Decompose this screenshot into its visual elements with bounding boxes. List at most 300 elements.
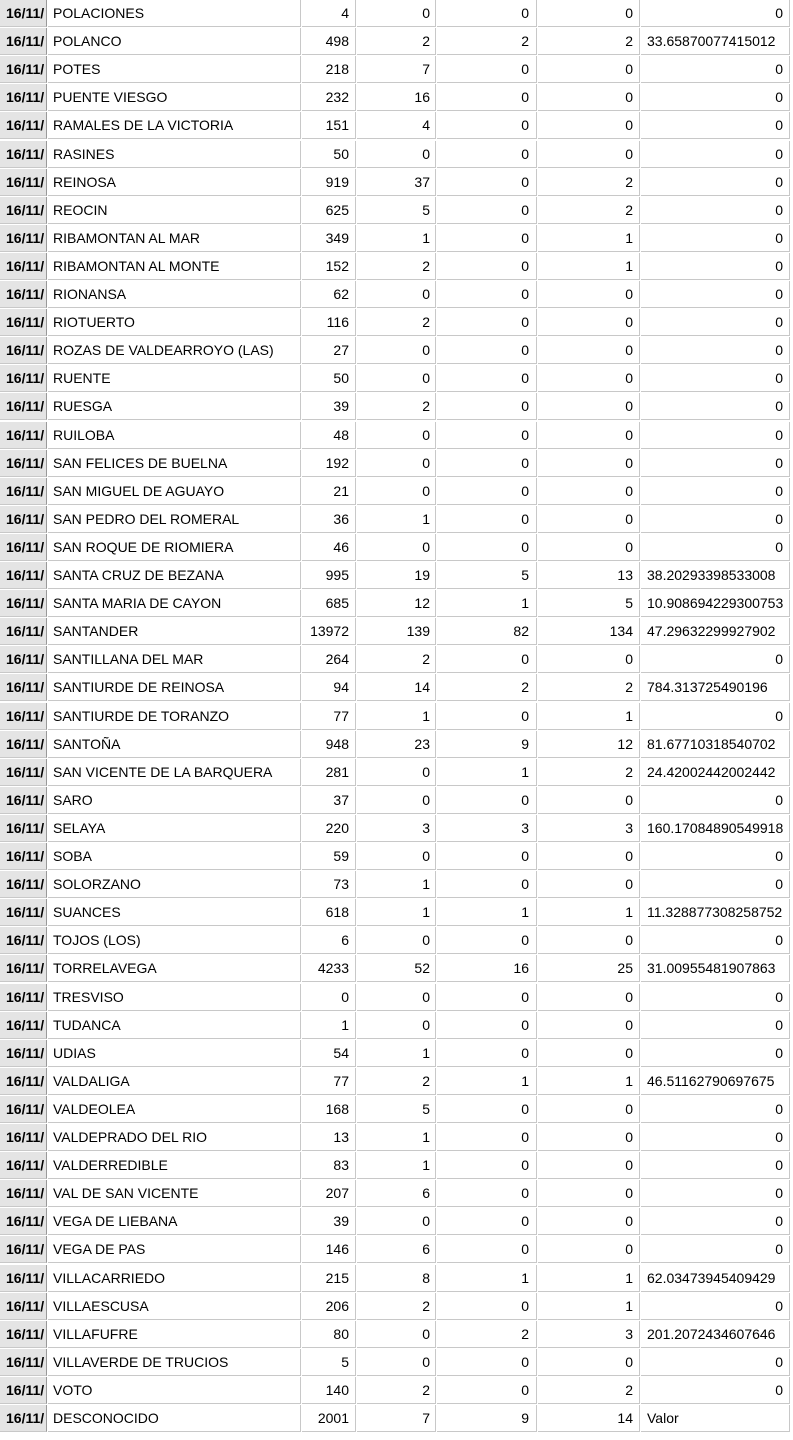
cell-value-2[interactable]: 14 <box>357 674 436 701</box>
cell-value-1[interactable]: 0 <box>302 984 356 1011</box>
cell-value-3[interactable]: 0 <box>437 787 537 814</box>
cell-municipality[interactable]: SOBA <box>48 843 301 870</box>
cell-value-4[interactable]: 0 <box>538 1124 640 1151</box>
cell-value-2[interactable]: 1 <box>357 1152 436 1179</box>
cell-value-3[interactable]: 82 <box>437 618 537 645</box>
cell-value-2[interactable]: 2 <box>357 1293 436 1320</box>
cell-value-4[interactable]: 0 <box>538 1040 640 1067</box>
cell-value-3[interactable]: 0 <box>437 1236 537 1263</box>
cell-value-4[interactable]: 0 <box>538 1236 640 1263</box>
cell-value-1[interactable]: 50 <box>302 141 356 168</box>
cell-value-1[interactable]: 77 <box>302 1068 356 1095</box>
cell-value-5[interactable]: Valor <box>641 1405 790 1432</box>
cell-value-1[interactable]: 207 <box>302 1180 356 1207</box>
cell-value-1[interactable]: 77 <box>302 703 356 730</box>
cell-value-4[interactable]: 0 <box>538 1096 640 1123</box>
cell-value-5[interactable]: 0 <box>641 1293 790 1320</box>
cell-municipality[interactable]: VAL DE SAN VICENTE <box>48 1180 301 1207</box>
cell-value-5[interactable]: 24.42002442002442 <box>641 759 790 786</box>
cell-value-3[interactable]: 0 <box>437 478 537 505</box>
row-header-date[interactable]: 16/11/ <box>0 337 47 364</box>
row-header-date[interactable]: 16/11/ <box>0 674 47 701</box>
cell-municipality[interactable]: RUENTE <box>48 365 301 392</box>
cell-value-1[interactable]: 618 <box>302 899 356 926</box>
cell-value-1[interactable]: 206 <box>302 1293 356 1320</box>
cell-municipality[interactable]: SAN PEDRO DEL ROMERAL <box>48 506 301 533</box>
cell-value-5[interactable]: 0 <box>641 112 790 139</box>
cell-municipality[interactable]: DESCONOCIDO <box>48 1405 301 1432</box>
cell-value-2[interactable]: 0 <box>357 1321 436 1348</box>
cell-municipality[interactable]: VEGA DE PAS <box>48 1236 301 1263</box>
cell-value-2[interactable]: 0 <box>357 534 436 561</box>
cell-value-5[interactable]: 0 <box>641 253 790 280</box>
cell-value-2[interactable]: 0 <box>357 759 436 786</box>
cell-municipality[interactable]: SELAYA <box>48 815 301 842</box>
cell-value-3[interactable]: 3 <box>437 815 537 842</box>
cell-value-3[interactable]: 9 <box>437 731 537 758</box>
cell-value-2[interactable]: 12 <box>357 590 436 617</box>
cell-value-4[interactable]: 25 <box>538 955 640 982</box>
cell-value-1[interactable]: 21 <box>302 478 356 505</box>
cell-value-3[interactable]: 0 <box>437 309 537 336</box>
cell-value-1[interactable]: 168 <box>302 1096 356 1123</box>
cell-value-3[interactable]: 0 <box>437 337 537 364</box>
cell-municipality[interactable]: VALDEPRADO DEL RIO <box>48 1124 301 1151</box>
cell-value-4[interactable]: 1 <box>538 1068 640 1095</box>
cell-municipality[interactable]: POLACIONES <box>48 0 301 27</box>
cell-value-4[interactable]: 0 <box>538 534 640 561</box>
cell-value-3[interactable]: 0 <box>437 84 537 111</box>
row-header-date[interactable]: 16/11/ <box>0 506 47 533</box>
cell-value-4[interactable]: 3 <box>538 1321 640 1348</box>
cell-value-3[interactable]: 5 <box>437 562 537 589</box>
cell-value-2[interactable]: 2 <box>357 28 436 55</box>
cell-value-2[interactable]: 2 <box>357 1377 436 1404</box>
cell-value-1[interactable]: 46 <box>302 534 356 561</box>
cell-value-1[interactable]: 13 <box>302 1124 356 1151</box>
cell-value-2[interactable]: 2 <box>357 393 436 420</box>
row-header-date[interactable]: 16/11/ <box>0 871 47 898</box>
cell-value-2[interactable]: 7 <box>357 56 436 83</box>
cell-value-2[interactable]: 0 <box>357 478 436 505</box>
row-header-date[interactable]: 16/11/ <box>0 1236 47 1263</box>
cell-value-4[interactable]: 2 <box>538 759 640 786</box>
row-header-date[interactable]: 16/11/ <box>0 253 47 280</box>
cell-value-1[interactable]: 4233 <box>302 955 356 982</box>
row-header-date[interactable]: 16/11/ <box>0 1405 47 1432</box>
cell-municipality[interactable]: VEGA DE LIEBANA <box>48 1208 301 1235</box>
cell-value-3[interactable]: 0 <box>437 1040 537 1067</box>
row-header-date[interactable]: 16/11/ <box>0 815 47 842</box>
cell-value-2[interactable]: 2 <box>357 1068 436 1095</box>
cell-municipality[interactable]: SAN MIGUEL DE AGUAYO <box>48 478 301 505</box>
cell-value-4[interactable]: 2 <box>538 1377 640 1404</box>
cell-value-1[interactable]: 192 <box>302 450 356 477</box>
cell-value-5[interactable]: 0 <box>641 984 790 1011</box>
cell-value-5[interactable]: 0 <box>641 225 790 252</box>
cell-value-2[interactable]: 1 <box>357 225 436 252</box>
cell-value-5[interactable]: 0 <box>641 478 790 505</box>
row-header-date[interactable]: 16/11/ <box>0 393 47 420</box>
cell-value-2[interactable]: 0 <box>357 365 436 392</box>
row-header-date[interactable]: 16/11/ <box>0 1208 47 1235</box>
cell-value-5[interactable]: 0 <box>641 1096 790 1123</box>
row-header-date[interactable]: 16/11/ <box>0 1152 47 1179</box>
cell-value-3[interactable]: 0 <box>437 281 537 308</box>
cell-value-5[interactable]: 0 <box>641 787 790 814</box>
cell-value-2[interactable]: 0 <box>357 1012 436 1039</box>
cell-value-1[interactable]: 94 <box>302 674 356 701</box>
cell-value-5[interactable]: 31.00955481907863 <box>641 955 790 982</box>
cell-value-1[interactable]: 83 <box>302 1152 356 1179</box>
cell-value-3[interactable]: 0 <box>437 197 537 224</box>
cell-value-4[interactable]: 0 <box>538 787 640 814</box>
row-header-date[interactable]: 16/11/ <box>0 843 47 870</box>
cell-value-3[interactable]: 0 <box>437 56 537 83</box>
cell-value-3[interactable]: 2 <box>437 1321 537 1348</box>
cell-value-4[interactable]: 0 <box>538 84 640 111</box>
cell-value-1[interactable]: 59 <box>302 843 356 870</box>
cell-value-5[interactable]: 0 <box>641 169 790 196</box>
row-header-date[interactable]: 16/11/ <box>0 562 47 589</box>
cell-value-2[interactable]: 0 <box>357 281 436 308</box>
cell-value-2[interactable]: 1 <box>357 703 436 730</box>
cell-value-1[interactable]: 6 <box>302 927 356 954</box>
row-header-date[interactable]: 16/11/ <box>0 703 47 730</box>
cell-value-3[interactable]: 0 <box>437 871 537 898</box>
cell-municipality[interactable]: SARO <box>48 787 301 814</box>
cell-municipality[interactable]: RIONANSA <box>48 281 301 308</box>
cell-municipality[interactable]: VILLAVERDE DE TRUCIOS <box>48 1349 301 1376</box>
cell-value-4[interactable]: 0 <box>538 365 640 392</box>
row-header-date[interactable]: 16/11/ <box>0 927 47 954</box>
cell-value-1[interactable]: 152 <box>302 253 356 280</box>
cell-value-4[interactable]: 14 <box>538 1405 640 1432</box>
cell-value-2[interactable]: 7 <box>357 1405 436 1432</box>
cell-value-4[interactable]: 1 <box>538 1265 640 1292</box>
cell-value-1[interactable]: 218 <box>302 56 356 83</box>
cell-municipality[interactable]: RUESGA <box>48 393 301 420</box>
cell-value-3[interactable]: 0 <box>437 984 537 1011</box>
cell-value-3[interactable]: 1 <box>437 590 537 617</box>
cell-municipality[interactable]: PUENTE VIESGO <box>48 84 301 111</box>
cell-value-1[interactable]: 215 <box>302 1265 356 1292</box>
cell-value-3[interactable]: 0 <box>437 422 537 449</box>
cell-value-1[interactable]: 220 <box>302 815 356 842</box>
cell-value-4[interactable]: 1 <box>538 225 640 252</box>
cell-value-5[interactable]: 0 <box>641 703 790 730</box>
cell-value-2[interactable]: 0 <box>357 787 436 814</box>
cell-municipality[interactable]: SANTANDER <box>48 618 301 645</box>
cell-municipality[interactable]: VALDERREDIBLE <box>48 1152 301 1179</box>
cell-value-2[interactable]: 52 <box>357 955 436 982</box>
cell-value-1[interactable]: 995 <box>302 562 356 589</box>
cell-value-2[interactable]: 16 <box>357 84 436 111</box>
cell-value-5[interactable]: 0 <box>641 84 790 111</box>
cell-value-1[interactable]: 54 <box>302 1040 356 1067</box>
cell-value-5[interactable]: 0 <box>641 1152 790 1179</box>
row-header-date[interactable]: 16/11/ <box>0 1180 47 1207</box>
cell-municipality[interactable]: SOLORZANO <box>48 871 301 898</box>
cell-value-1[interactable]: 281 <box>302 759 356 786</box>
cell-value-3[interactable]: 0 <box>437 0 537 27</box>
cell-value-4[interactable]: 0 <box>538 281 640 308</box>
cell-value-5[interactable]: 0 <box>641 534 790 561</box>
cell-value-1[interactable]: 73 <box>302 871 356 898</box>
cell-value-4[interactable]: 0 <box>538 450 640 477</box>
cell-value-2[interactable]: 0 <box>357 141 436 168</box>
cell-value-4[interactable]: 0 <box>538 141 640 168</box>
cell-value-4[interactable]: 0 <box>538 478 640 505</box>
cell-value-3[interactable]: 0 <box>437 112 537 139</box>
row-header-date[interactable]: 16/11/ <box>0 141 47 168</box>
cell-value-5[interactable]: 81.67710318540702 <box>641 731 790 758</box>
cell-value-5[interactable]: 0 <box>641 197 790 224</box>
cell-value-2[interactable]: 0 <box>357 843 436 870</box>
row-header-date[interactable]: 16/11/ <box>0 365 47 392</box>
cell-value-5[interactable]: 0 <box>641 927 790 954</box>
row-header-date[interactable]: 16/11/ <box>0 1012 47 1039</box>
cell-value-4[interactable]: 2 <box>538 28 640 55</box>
row-header-date[interactable]: 16/11/ <box>0 731 47 758</box>
cell-value-3[interactable]: 1 <box>437 899 537 926</box>
cell-value-4[interactable]: 0 <box>538 1180 640 1207</box>
cell-value-1[interactable]: 27 <box>302 337 356 364</box>
cell-municipality[interactable]: VILLACARRIEDO <box>48 1265 301 1292</box>
cell-value-3[interactable]: 0 <box>437 506 537 533</box>
cell-value-5[interactable]: 47.29632299927902 <box>641 618 790 645</box>
cell-value-4[interactable]: 0 <box>538 0 640 27</box>
cell-value-4[interactable]: 1 <box>538 703 640 730</box>
cell-value-5[interactable]: 0 <box>641 1040 790 1067</box>
cell-value-3[interactable]: 0 <box>437 1096 537 1123</box>
cell-municipality[interactable]: SANTA MARIA DE CAYON <box>48 590 301 617</box>
cell-value-2[interactable]: 6 <box>357 1236 436 1263</box>
cell-value-3[interactable]: 0 <box>437 141 537 168</box>
cell-value-5[interactable]: 38.20293398533008 <box>641 562 790 589</box>
cell-municipality[interactable]: VALDEOLEA <box>48 1096 301 1123</box>
row-header-date[interactable]: 16/11/ <box>0 478 47 505</box>
cell-value-1[interactable]: 140 <box>302 1377 356 1404</box>
row-header-date[interactable]: 16/11/ <box>0 1040 47 1067</box>
cell-municipality[interactable]: RIBAMONTAN AL MAR <box>48 225 301 252</box>
cell-value-1[interactable]: 116 <box>302 309 356 336</box>
cell-value-5[interactable]: 33.65870077415012 <box>641 28 790 55</box>
cell-value-3[interactable]: 16 <box>437 955 537 982</box>
cell-value-5[interactable]: 0 <box>641 450 790 477</box>
row-header-date[interactable]: 16/11/ <box>0 984 47 1011</box>
row-header-date[interactable]: 16/11/ <box>0 618 47 645</box>
cell-value-2[interactable]: 2 <box>357 646 436 673</box>
row-header-date[interactable]: 16/11/ <box>0 225 47 252</box>
row-header-date[interactable]: 16/11/ <box>0 56 47 83</box>
cell-value-2[interactable]: 2 <box>357 253 436 280</box>
cell-value-4[interactable]: 0 <box>538 56 640 83</box>
cell-value-2[interactable]: 1 <box>357 1040 436 1067</box>
cell-municipality[interactable]: RASINES <box>48 141 301 168</box>
cell-value-3[interactable]: 0 <box>437 225 537 252</box>
cell-value-3[interactable]: 0 <box>437 1377 537 1404</box>
row-header-date[interactable]: 16/11/ <box>0 534 47 561</box>
cell-value-4[interactable]: 0 <box>538 1152 640 1179</box>
cell-municipality[interactable]: RUILOBA <box>48 422 301 449</box>
cell-value-4[interactable]: 1 <box>538 899 640 926</box>
row-header-date[interactable]: 16/11/ <box>0 0 47 27</box>
cell-value-3[interactable]: 0 <box>437 169 537 196</box>
cell-value-5[interactable]: 0 <box>641 1180 790 1207</box>
cell-municipality[interactable]: REINOSA <box>48 169 301 196</box>
cell-value-5[interactable]: 0 <box>641 309 790 336</box>
cell-value-4[interactable]: 0 <box>538 112 640 139</box>
cell-value-5[interactable]: 0 <box>641 1124 790 1151</box>
cell-value-3[interactable]: 0 <box>437 534 537 561</box>
row-header-date[interactable]: 16/11/ <box>0 1096 47 1123</box>
cell-municipality[interactable]: SANTIURDE DE TORANZO <box>48 703 301 730</box>
cell-value-3[interactable]: 0 <box>437 1012 537 1039</box>
cell-municipality[interactable]: VILLAESCUSA <box>48 1293 301 1320</box>
cell-value-5[interactable]: 0 <box>641 0 790 27</box>
cell-value-1[interactable]: 4 <box>302 0 356 27</box>
cell-municipality[interactable]: TRESVISO <box>48 984 301 1011</box>
cell-value-4[interactable]: 0 <box>538 1208 640 1235</box>
row-header-date[interactable]: 16/11/ <box>0 1293 47 1320</box>
row-header-date[interactable]: 16/11/ <box>0 28 47 55</box>
cell-municipality[interactable]: SUANCES <box>48 899 301 926</box>
row-header-date[interactable]: 16/11/ <box>0 169 47 196</box>
cell-value-5[interactable]: 0 <box>641 843 790 870</box>
cell-value-2[interactable]: 139 <box>357 618 436 645</box>
cell-value-3[interactable]: 1 <box>437 1068 537 1095</box>
cell-value-2[interactable]: 5 <box>357 197 436 224</box>
cell-value-3[interactable]: 2 <box>437 674 537 701</box>
cell-value-2[interactable]: 0 <box>357 450 436 477</box>
cell-value-1[interactable]: 80 <box>302 1321 356 1348</box>
cell-value-3[interactable]: 0 <box>437 450 537 477</box>
cell-value-5[interactable]: 0 <box>641 871 790 898</box>
cell-value-5[interactable]: 0 <box>641 422 790 449</box>
cell-municipality[interactable]: VOTO <box>48 1377 301 1404</box>
row-header-date[interactable]: 16/11/ <box>0 281 47 308</box>
cell-value-2[interactable]: 0 <box>357 1349 436 1376</box>
row-header-date[interactable]: 16/11/ <box>0 84 47 111</box>
row-header-date[interactable]: 16/11/ <box>0 590 47 617</box>
cell-value-2[interactable]: 0 <box>357 422 436 449</box>
cell-value-2[interactable]: 37 <box>357 169 436 196</box>
cell-value-4[interactable]: 0 <box>538 506 640 533</box>
cell-value-3[interactable]: 1 <box>437 1265 537 1292</box>
row-header-date[interactable]: 16/11/ <box>0 1068 47 1095</box>
cell-value-5[interactable]: 0 <box>641 646 790 673</box>
cell-value-4[interactable]: 0 <box>538 927 640 954</box>
cell-value-3[interactable]: 0 <box>437 1293 537 1320</box>
row-header-date[interactable]: 16/11/ <box>0 197 47 224</box>
cell-value-3[interactable]: 0 <box>437 703 537 730</box>
cell-value-4[interactable]: 0 <box>538 337 640 364</box>
cell-value-5[interactable]: 10.908694229300753 <box>641 590 790 617</box>
cell-municipality[interactable]: RIBAMONTAN AL MONTE <box>48 253 301 280</box>
cell-municipality[interactable]: SAN FELICES DE BUELNA <box>48 450 301 477</box>
cell-municipality[interactable]: TORRELAVEGA <box>48 955 301 982</box>
cell-value-5[interactable]: 0 <box>641 1377 790 1404</box>
row-header-date[interactable]: 16/11/ <box>0 422 47 449</box>
cell-value-4[interactable]: 0 <box>538 393 640 420</box>
cell-value-3[interactable]: 0 <box>437 843 537 870</box>
cell-value-5[interactable]: 160.17084890549918 <box>641 815 790 842</box>
cell-value-1[interactable]: 685 <box>302 590 356 617</box>
cell-value-2[interactable]: 4 <box>357 112 436 139</box>
row-header-date[interactable]: 16/11/ <box>0 1377 47 1404</box>
cell-municipality[interactable]: POTES <box>48 56 301 83</box>
cell-value-1[interactable]: 5 <box>302 1349 356 1376</box>
cell-value-5[interactable]: 0 <box>641 365 790 392</box>
cell-municipality[interactable]: SANTOÑA <box>48 731 301 758</box>
row-header-date[interactable]: 16/11/ <box>0 1321 47 1348</box>
cell-value-3[interactable]: 0 <box>437 1208 537 1235</box>
cell-value-1[interactable]: 146 <box>302 1236 356 1263</box>
cell-value-2[interactable]: 1 <box>357 899 436 926</box>
cell-value-3[interactable]: 0 <box>437 365 537 392</box>
cell-value-4[interactable]: 5 <box>538 590 640 617</box>
cell-value-4[interactable]: 3 <box>538 815 640 842</box>
cell-value-5[interactable]: 0 <box>641 281 790 308</box>
cell-municipality[interactable]: ROZAS DE VALDEARROYO (LAS) <box>48 337 301 364</box>
cell-value-1[interactable]: 48 <box>302 422 356 449</box>
cell-municipality[interactable]: UDIAS <box>48 1040 301 1067</box>
cell-value-3[interactable]: 0 <box>437 646 537 673</box>
cell-value-5[interactable]: 0 <box>641 1208 790 1235</box>
cell-municipality[interactable]: RAMALES DE LA VICTORIA <box>48 112 301 139</box>
cell-value-3[interactable]: 0 <box>437 1124 537 1151</box>
cell-value-5[interactable]: 0 <box>641 393 790 420</box>
cell-value-2[interactable]: 1 <box>357 871 436 898</box>
cell-value-4[interactable]: 0 <box>538 309 640 336</box>
cell-value-5[interactable]: 0 <box>641 1349 790 1376</box>
cell-value-1[interactable]: 2001 <box>302 1405 356 1432</box>
cell-value-4[interactable]: 0 <box>538 871 640 898</box>
row-header-date[interactable]: 16/11/ <box>0 1124 47 1151</box>
cell-value-2[interactable]: 23 <box>357 731 436 758</box>
cell-value-1[interactable]: 50 <box>302 365 356 392</box>
cell-value-1[interactable]: 39 <box>302 1208 356 1235</box>
cell-value-2[interactable]: 2 <box>357 309 436 336</box>
cell-value-4[interactable]: 0 <box>538 646 640 673</box>
cell-value-4[interactable]: 0 <box>538 1012 640 1039</box>
row-header-date[interactable]: 16/11/ <box>0 112 47 139</box>
cell-value-4[interactable]: 12 <box>538 731 640 758</box>
cell-value-4[interactable]: 0 <box>538 984 640 1011</box>
row-header-date[interactable]: 16/11/ <box>0 899 47 926</box>
cell-municipality[interactable]: SANTILLANA DEL MAR <box>48 646 301 673</box>
cell-value-2[interactable]: 1 <box>357 506 436 533</box>
cell-value-2[interactable]: 3 <box>357 815 436 842</box>
cell-value-4[interactable]: 13 <box>538 562 640 589</box>
cell-value-2[interactable]: 6 <box>357 1180 436 1207</box>
cell-municipality[interactable]: SAN ROQUE DE RIOMIERA <box>48 534 301 561</box>
cell-value-1[interactable]: 62 <box>302 281 356 308</box>
cell-value-1[interactable]: 13972 <box>302 618 356 645</box>
cell-municipality[interactable]: SANTIURDE DE REINOSA <box>48 674 301 701</box>
cell-municipality[interactable]: POLANCO <box>48 28 301 55</box>
cell-municipality[interactable]: VALDALIGA <box>48 1068 301 1095</box>
cell-value-4[interactable]: 2 <box>538 674 640 701</box>
cell-value-2[interactable]: 0 <box>357 984 436 1011</box>
cell-value-4[interactable]: 1 <box>538 253 640 280</box>
cell-value-3[interactable]: 0 <box>437 927 537 954</box>
cell-value-1[interactable]: 919 <box>302 169 356 196</box>
row-header-date[interactable]: 16/11/ <box>0 1349 47 1376</box>
cell-value-5[interactable]: 201.2072434607646 <box>641 1321 790 1348</box>
cell-value-3[interactable]: 0 <box>437 1152 537 1179</box>
